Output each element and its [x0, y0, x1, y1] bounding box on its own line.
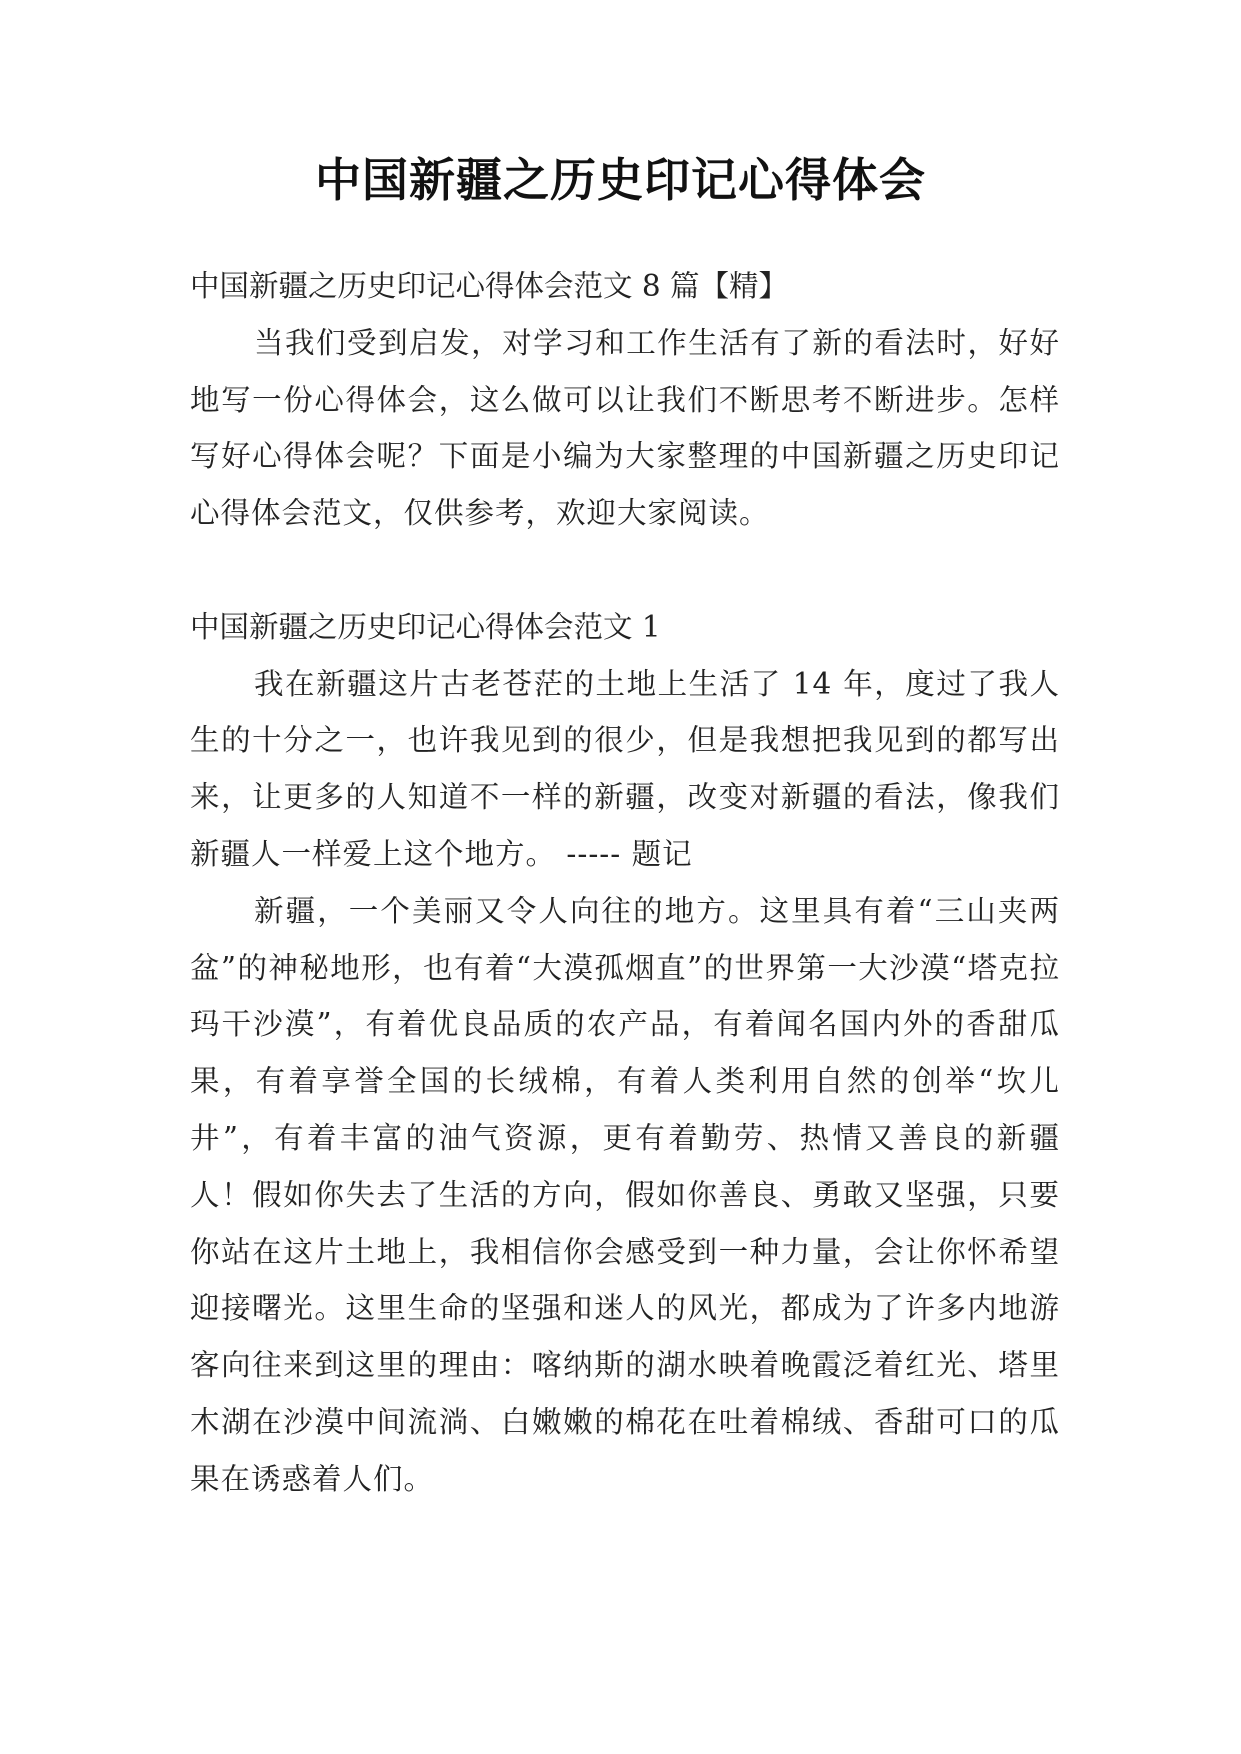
document-title: 中国新疆之历史印记心得体会 — [315, 153, 926, 207]
paragraph-gap — [190, 542, 1060, 599]
intro-paragraph: 当我们受到启发，对学习和工作生活有了新的看法时，好好地写一份心得体会，这么做可以让我们不断思考不断进步。怎样写好心得体会呢？下面是小编为大家整理的中国新疆之历史印记心得体会范文，仅供参考，欢迎大家阅读。 — [190, 325, 1060, 531]
section-heading: 中国新疆之历史印记心得体会范文 1 — [190, 609, 661, 644]
document-subtitle: 中国新疆之历史印记心得体会范文 8 篇【精】 — [190, 269, 789, 303]
document-body — [190, 258, 1060, 1508]
body-paragraph-1: 我在新疆这片古老苍茫的土地上生活了 14 年，度过了我人生的十分之一，也许我见到的很少，但是我想把我见到的都写出来，让更多的人知道不一样的新疆，改变对新疆的看法，像我们新疆人一样爱上这个地方。 ----- 题记 — [190, 666, 1060, 871]
body-paragraph-2: 新疆，一个美丽又令人向往的地方。这里具有着“三山夹两盆”的神秘地形，也有着“大漠孤烟直”的世界第一大沙漠“塔克拉玛干沙漠”，有着优良品质的农产品，有着闻名国内外的香甜瓜果，有着享誉全国的长绒棉，有着人类利用自然的创举“坎儿井”，有着丰富的油气资源，更有着勤劳、热情又善良的新疆人！假如你失去了生活的方向，假如你善良、勇敢又坚强，只要你站在这片土地上，我相信你会感受到一种力量，会让你怀希望迎接曙光。这里生命的坚强和迷人的风光，都成为了许多内地游客向往来到这里的理由：喀纳斯的湖水映着晚霞泛着红光、塔里木湖在沙漠中间流淌、白嫩嫩的棉花在吐着棉绒、香甜可口的瓜果在诱惑着人们。 — [190, 893, 1060, 1496]
